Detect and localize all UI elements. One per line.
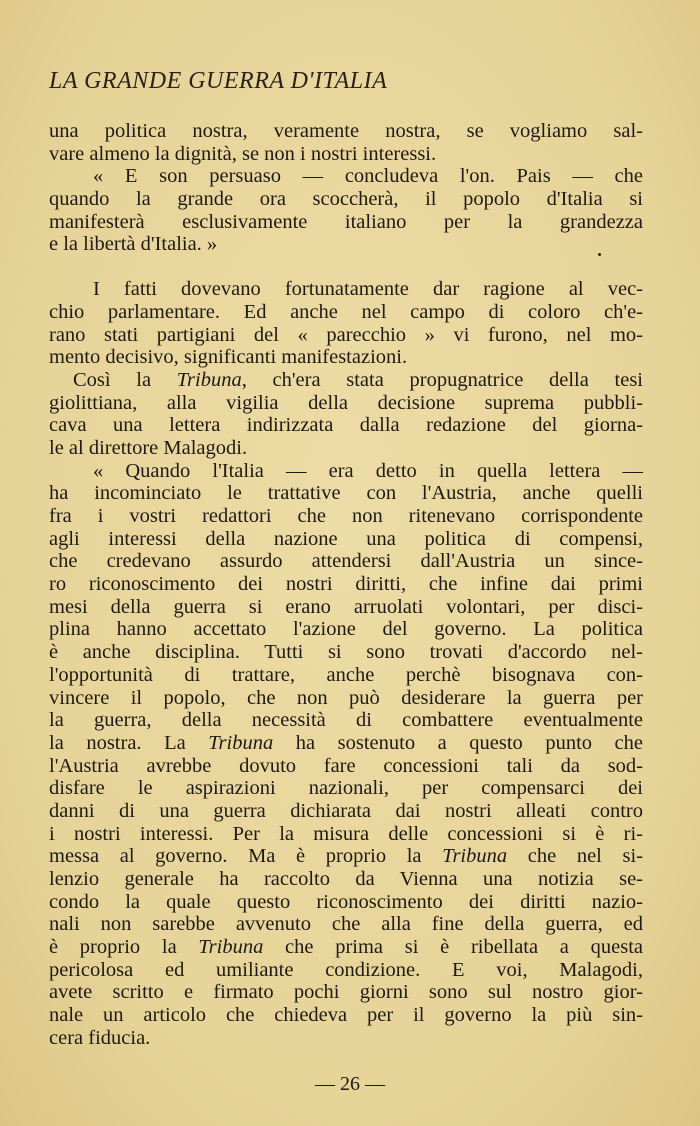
text-line: è anche disciplina. Tutti si sono trovati d'accordo nel- (49, 641, 643, 664)
body-text (49, 120, 643, 1050)
text-line: ro riconoscimento dei nostri diritti, che infine dai primi (49, 573, 643, 596)
newspaper-title: Tribuna (198, 936, 264, 959)
text-line: vare almeno la dignità, se non i nostri interessi. (49, 142, 437, 165)
text-line: « E son persuaso — concludeva l'on. Pais — che (93, 165, 643, 188)
text-line: una politica nostra, veramente nostra, se vogliamo sal- (49, 120, 643, 142)
newspaper-title: Tribuna (208, 731, 274, 754)
paragraph-2 (49, 278, 643, 369)
text-line: messa al governo. Ma è proprio la Tribuna che nel si- (49, 845, 644, 868)
text-line: e la libertà d'Italia. » (49, 233, 218, 256)
text-line: condo la quale questo riconoscimento dei diritti nazio- (49, 890, 643, 913)
text-line: nali non sarebbe avvenuto che alla fine della guerra, ed (49, 913, 643, 936)
paragraph-1 (49, 165, 643, 256)
page-number: — 26 — (315, 1073, 385, 1095)
text-line: nale un articolo che chiedeva per il governo la più sin- (49, 1004, 643, 1027)
text-line: mento decisivo, significanti manifestazioni. (49, 346, 408, 369)
text-line: I fatti dovevano fortunatamente dar ragione al vec- (93, 278, 643, 301)
running-head: LA GRANDE GUERRA D'ITALIA (49, 68, 388, 94)
text-line: lenzio generale ha raccolto da Vienna una notizia se- (49, 868, 643, 890)
paragraph-0 (49, 120, 643, 165)
newspaper-title: Tribuna (442, 845, 508, 868)
newspaper-title: Tribuna (176, 368, 242, 391)
text-line: l'opportunità di trattare, anche perchè bisognava con- (49, 663, 643, 686)
text-line: cera fiducia. (49, 1026, 151, 1049)
text-line: fra i vostri redattori che non ritenevano corrispondente (49, 505, 643, 527)
text-line: la guerra, della necessità di combattere eventualmente (49, 709, 643, 732)
text-line: avete scritto e firmato pochi giorni sono sul nostro gior- (49, 981, 643, 1004)
text-line: rano stati partigiani del « parecchio » vi furono, nel mo- (49, 323, 643, 346)
text-line: mesi della guerra si erano arruolati volontari, per disci- (49, 595, 643, 618)
paragraph-gap (49, 256, 643, 278)
paragraph-3 (49, 369, 643, 460)
text-line: agli interessi della nazione una politica di compensi, (49, 527, 643, 550)
text-line: chio parlamentare. Ed anche nel campo di coloro ch'e- (49, 300, 643, 323)
text-line: ha incominciato le trattative con l'Austria, anche quelli (49, 482, 643, 505)
text-line: è proprio la Tribuna che prima si è ribellata a questa (49, 936, 643, 959)
text-line: Così la Tribuna, ch'era stata propugnatrice della tesi (73, 368, 643, 391)
text-line: disfare le aspirazioni nazionali, per compensarci dei (49, 777, 643, 800)
paragraph-4 (49, 460, 643, 1050)
text-line: plina hanno accettato l'azione del governo. La politica (49, 618, 643, 641)
text-line: vincere il popolo, che non può desiderare la guerra per (49, 686, 643, 709)
text-line: quando la grande ora scoccherà, il popolo d'Italia si (49, 188, 643, 211)
text-line: i nostri interessi. Per la misura delle concessioni si è ri- (49, 822, 643, 845)
text-line: pericolosa ed umiliante condizione. E voi, Malagodi, (49, 958, 643, 981)
text-line: che credevano assurdo attendersi dall'Austria un since- (49, 550, 643, 573)
text-line: manifesterà esclusivamente italiano per la grandezza (49, 210, 643, 233)
text-line: le al direttore Malagodi. (49, 436, 248, 459)
text-line: cava una lettera indirizzata dalla redazione del giorna- (49, 414, 643, 437)
text-line: l'Austria avrebbe dovuto fare concessioni tali da sod- (49, 754, 643, 777)
text-line: giolittiana, alla vigilia della decisione suprema pubbli- (49, 391, 643, 414)
text-line: « Quando l'Italia — era detto in quella lettera — (93, 459, 643, 482)
text-line: danni di una guerra dichiarata dai nostri alleati contro (49, 799, 643, 822)
text-line: la nostra. La Tribuna ha sostenuto a questo punto che (49, 731, 644, 754)
